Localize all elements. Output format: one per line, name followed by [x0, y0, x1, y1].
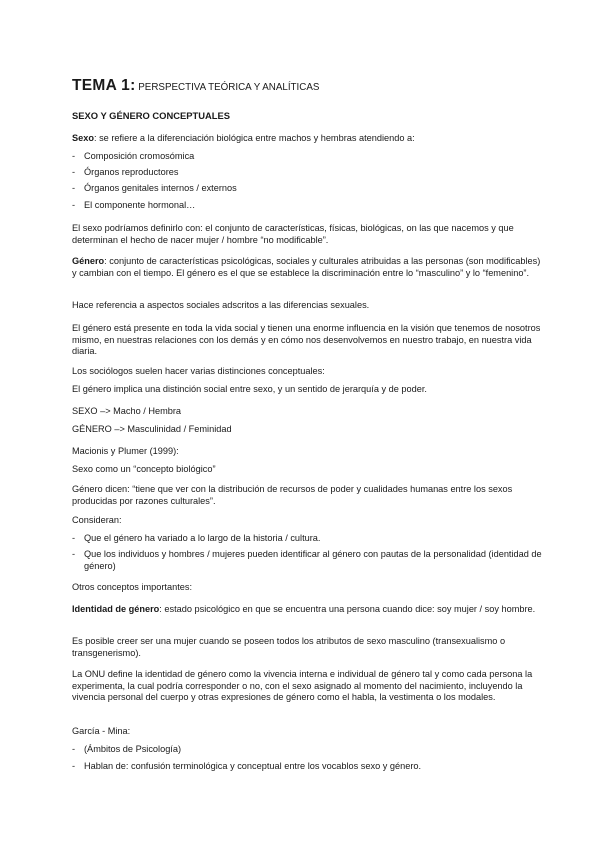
- identidad-definition: [72, 604, 547, 616]
- genero-definition-text: : conjunto de características psicológicas, sociales y culturales atribuidas a las personas (son modificables) y cambian con el tiempo. El género es el que se establece la discriminación entre lo “masculino” y lo “femenino”.: [72, 256, 541, 278]
- title-main: TEMA 1: [72, 77, 131, 94]
- bullet: -: [72, 167, 76, 177]
- list-item: [72, 761, 547, 773]
- title-colon: :: [130, 77, 136, 94]
- sexo-term: Sexo: [72, 133, 94, 143]
- paragraph-posible: Es posible creer ser una mujer cuando se poseen todos los atributos de sexo masculino (transexualismo o transgenerismo).: [72, 636, 506, 658]
- bullet: -: [72, 744, 76, 754]
- bullet: -: [72, 200, 76, 210]
- identidad-definition-text: : estado psicológico en que se encuentra una persona cuando dice: soy mujer / soy hombre.: [159, 604, 536, 614]
- bullet: -: [72, 761, 76, 771]
- list-item-text: Hablan de: confusión terminológica y conceptual entre los vocablos sexo y género.: [84, 761, 422, 771]
- genero-definition: [72, 256, 547, 279]
- paragraph-sexo-arrow: SEXO –> Macho / Hembra: [72, 406, 182, 416]
- page-title: [72, 77, 547, 97]
- genero-term: Género: [72, 256, 105, 266]
- sexo-definition: [72, 133, 547, 145]
- list-item: [72, 744, 547, 756]
- paragraph-consideran: Consideran:: [72, 515, 122, 525]
- paragraph-garcia: García - Mina:: [72, 726, 131, 736]
- bullet: -: [72, 549, 76, 559]
- identidad-term: Identidad de género: [72, 604, 160, 614]
- bullet: -: [72, 151, 76, 161]
- paragraph-macionis: Macionis y Plumer (1999):: [72, 446, 179, 456]
- list-item-text: El componente hormonal…: [84, 200, 196, 210]
- list-item: [72, 167, 547, 179]
- list-item-text: Composición cromosómica: [84, 151, 195, 161]
- list-item: [72, 183, 547, 195]
- list-item: [72, 151, 547, 163]
- list-item-text: Órganos reproductores: [84, 167, 179, 177]
- list-item: [72, 533, 547, 545]
- list-item-text: Que los individuos y hombres / mujeres pueden identificar al género con pautas de la personalidad (identidad de género): [84, 549, 542, 571]
- paragraph-concepto: Sexo como un “concepto biológico”: [72, 464, 216, 474]
- paragraph-otros: Otros conceptos importantes:: [72, 582, 193, 592]
- paragraph-genero-arrow: GÉNERO –> Masculinidad / Feminidad: [72, 424, 232, 434]
- section-heading: SEXO Y GÉNERO CONCEPTUALES: [72, 110, 231, 121]
- paragraph-sexo-definir: El sexo podríamos definirlo con: el conjunto de características, físicas, biológicas, on las que nacemos y que determinan el hecho de nacer mujer / hombre “no modificable”.: [72, 223, 514, 245]
- paragraph-implica: El género implica una distinción social entre sexo, y un sentido de jerarquía y de poder.: [72, 384, 427, 394]
- paragraph-onu: La ONU define la identidad de género como la vivencia interna e individual de género tal y como cada persona la experimenta, la cual podría corresponder o no, con el sexo asignado al momento del nacimiento, incluyendo la vivencia personal del cuerpo y otras expresiones de género como el habla, la vestimenta o los modales.: [72, 669, 533, 703]
- paragraph-presente: El género está presente en toda la vida social y tienen una enorme influencia en la visión que tenemos de nosotros mismo, en nuestras relaciones con los demás y en cómo nos desenvolvemos en nuestro trabajo, en nuestra vida diaria.: [72, 323, 541, 357]
- list-item-text: Que el género ha variado a lo largo de la historia / cultura.: [84, 533, 321, 543]
- list-item-text: (Ámbitos de Psicología): [84, 744, 182, 754]
- paragraph-referencia: Hace referencia a aspectos sociales adscritos a las diferencias sexuales.: [72, 300, 370, 310]
- title-subtitle: PERSPECTIVA TEÓRICA Y ANALÍTICAS: [135, 82, 320, 93]
- list-item-text: Órganos genitales internos / externos: [84, 183, 237, 193]
- bullet: -: [72, 183, 76, 193]
- sexo-definition-text: : se refiere a la diferenciación biológica entre machos y hembras atendiendo a:: [93, 133, 415, 143]
- list-item: [72, 549, 547, 572]
- paragraph-sociologos: Los sociólogos suelen hacer varias distinciones conceptuales:: [72, 366, 325, 376]
- bullet: -: [72, 533, 76, 543]
- paragraph-genero-dicen: Género dicen: “tiene que ver con la distribución de recursos de poder y cualidades humanas entre los sexos producidas por razones culturales”.: [72, 484, 513, 506]
- list-item: [72, 200, 547, 212]
